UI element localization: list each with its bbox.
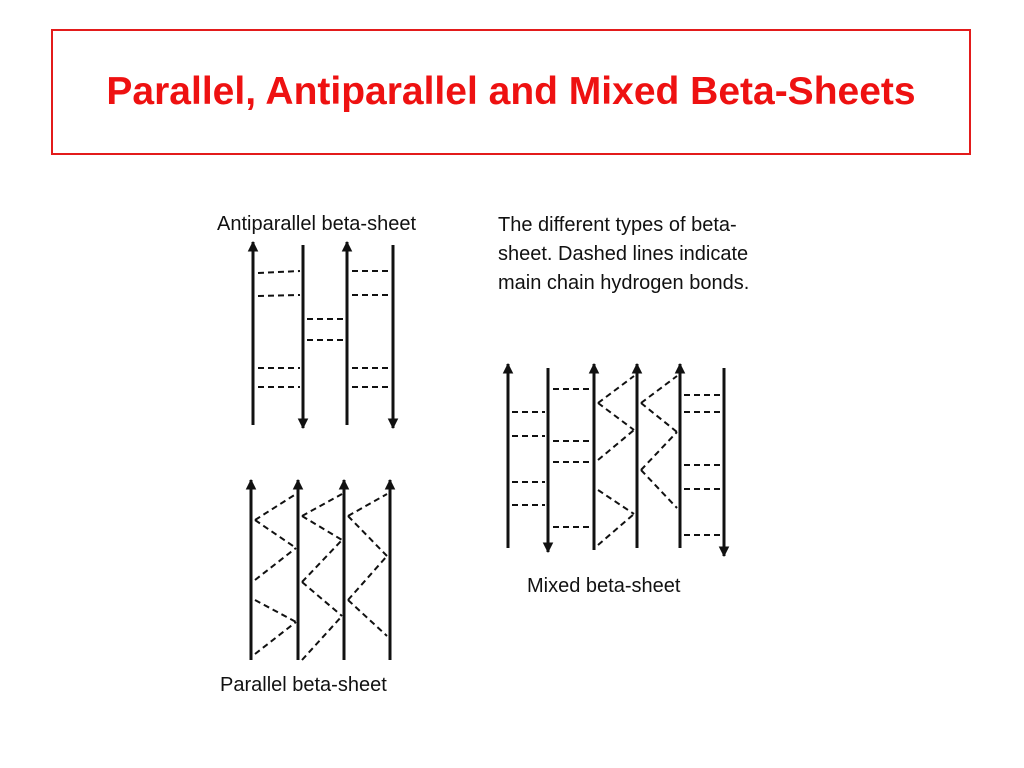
mixed-hbonds: [512, 376, 721, 545]
antiparallel-strands: [253, 242, 393, 428]
parallel-strands: [251, 480, 390, 660]
slide-title: Parallel, Antiparallel and Mixed Beta-Sheets: [106, 70, 916, 113]
mixed-label: Mixed beta-sheet: [527, 575, 681, 597]
parallel-label: Parallel beta-sheet: [220, 674, 387, 696]
antiparallel-label: Antiparallel beta-sheet: [217, 213, 417, 235]
figure-caption: The different types of beta-sheet. Dashed lines indicate main chain hydrogen bonds.: [498, 214, 750, 294]
antiparallel-hbonds: [258, 271, 390, 387]
antiparallel-sheet-diagram: [253, 242, 393, 428]
parallel-sheet-diagram: [251, 480, 390, 660]
parallel-hbonds: [255, 494, 387, 660]
mixed-sheet-diagram: [508, 364, 724, 556]
mixed-strands: [508, 364, 724, 556]
